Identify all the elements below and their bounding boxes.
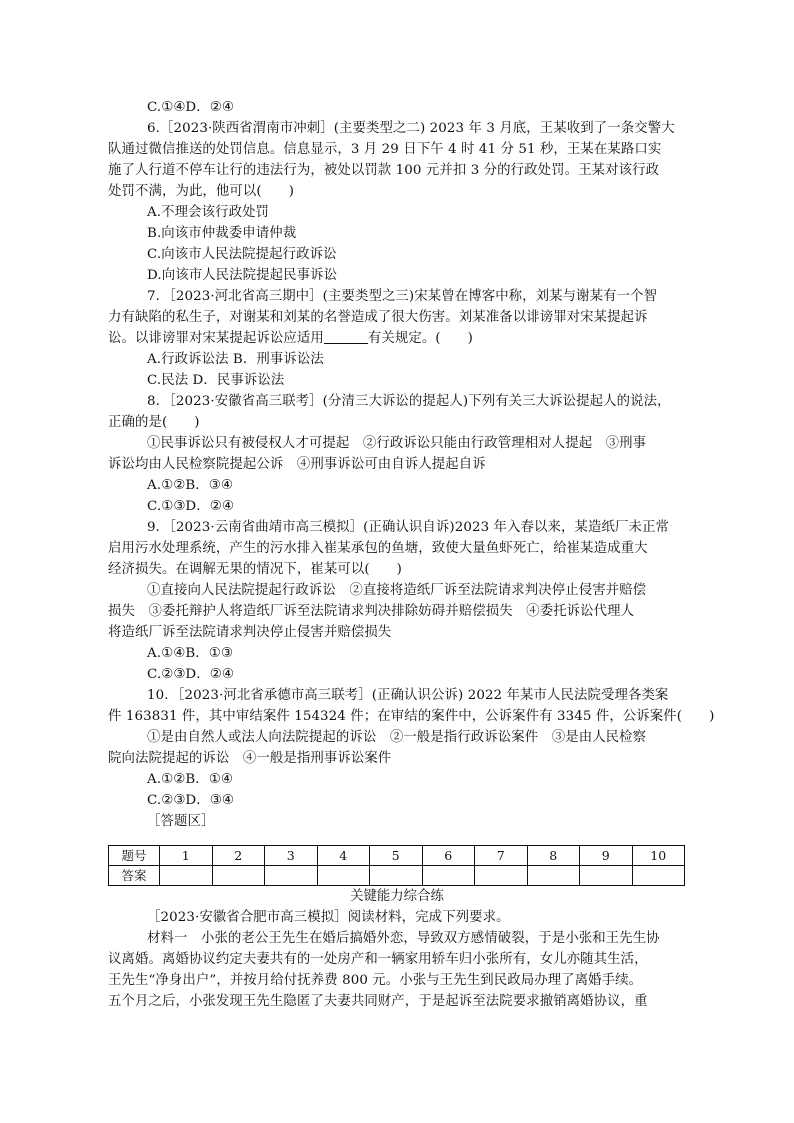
question-number-label: 题号 — [109, 846, 160, 866]
q8-statements-line-1: ①民事诉讼只有被侵权人才可提起 ②行政诉讼只能由行政管理相对人提起 ③刑事 — [147, 436, 647, 451]
answer-cell[interactable] — [475, 866, 528, 886]
q6-stem-line-3: 施了人行道不停车让行的违法行为，被处以罚款 100 元并扣 3 分的行政处罚。王某对该行政 — [108, 163, 660, 178]
q9-stem-line-2: 启用污水处理系统，产生的污水排入崔某承包的鱼塘，致使大量鱼虾死亡，给崔某造成重大 — [108, 541, 648, 556]
q6-option-a: A.不理会该行政处罚 — [147, 205, 270, 220]
material-1-line-4: 五个月之后，小张发现王先生隐匿了夫妻共同财产，于是起诉至法院要求撤销离婚协议，重 — [108, 994, 648, 1009]
question-number: 9 — [580, 846, 633, 866]
q7-options-ab: A.行政诉讼法 B．刑事诉讼法 — [147, 352, 324, 367]
q9-options-cd: C.②③D．②④ — [147, 667, 234, 682]
answer-table — [108, 845, 685, 886]
q9-statements-line-2: 损失 ③委托辩护人将造纸厂诉至法院请求判决排除妨碍并赔偿损失 ④委托诉讼代理人 — [108, 604, 635, 619]
answer-table-header-row — [109, 846, 685, 866]
q9-statements-line-1: ①直接向人民法院提起行政诉讼 ②直接将造纸厂诉至法院请求判决停止侵害并赔偿 — [147, 583, 647, 598]
question-number: 1 — [160, 846, 213, 866]
material-intro: ［2023·安徽省合肥市高三模拟］阅读材料，完成下列要求。 — [147, 910, 510, 925]
q10-options-ab: A.①②B．①④ — [147, 772, 233, 787]
question-number: 3 — [265, 846, 318, 866]
q8-stem-line-1: 8．［2023·安徽省高三联考］(分清三大诉讼的提起人)下列有关三大诉讼提起人的说法， — [147, 394, 671, 409]
answer-cell[interactable] — [370, 866, 423, 886]
q6-option-c: C.向该市人民法院提起行政诉讼 — [147, 247, 337, 262]
answer-area-label: ［答题区］ — [147, 814, 215, 829]
q8-options-cd: C.①③D．②④ — [147, 499, 234, 514]
answer-cell[interactable] — [632, 866, 685, 886]
q10-stem-line-1: 10．［2023·河北省承德市高三联考］(正确认识公诉) 2022 年某市人民法院受理各类案 — [147, 688, 669, 703]
q10-stem-line-2: 件 163831 件，其中审结案件 154324 件；在审结的案件中，公诉案件有 3345 件，公诉案件( ) — [108, 709, 715, 724]
answer-cell[interactable] — [422, 866, 475, 886]
q6-option-d: D.向该市人民法院提起民事诉讼 — [147, 268, 338, 283]
question-number: 2 — [212, 846, 265, 866]
answer-cell[interactable] — [527, 866, 580, 886]
section-title: 关键能力综合练 — [350, 889, 444, 904]
q7-stem-line-3 — [108, 328, 473, 349]
question-number: 5 — [370, 846, 423, 866]
q9-options-ab: A.①④B．①③ — [147, 646, 233, 661]
q5-options-cd: C.①④D．②④ — [147, 100, 234, 115]
material-1-line-2: 议离婚。离婚协议约定夫妻共有的一处房产和一辆家用轿车归小张所有，女儿亦随其生活， — [108, 952, 648, 967]
question-number: 8 — [527, 846, 580, 866]
q8-stem-line-2: 正确的是( ) — [108, 415, 200, 430]
q7-options-cd: C.民法 D．民事诉讼法 — [147, 373, 285, 388]
q7-stem-line-1: 7．［2023·河北省高三期中］(主要类型之三)宋某曾在博客中称，刘某与谢某有一个智 — [147, 289, 658, 304]
q10-options-cd: C.②③D．③④ — [147, 793, 234, 808]
answer-cell[interactable] — [160, 866, 213, 886]
answer-label: 答案 — [109, 866, 160, 886]
answer-cell[interactable] — [580, 866, 633, 886]
material-1-line-3: 王先生“净身出户”，并按月给付抚养费 800 元。小张与王先生到民政局办理了离婚手续。 — [108, 973, 643, 988]
q7-stem-text: 讼。以诽谤罪对宋某提起诉讼应适用 — [108, 331, 324, 346]
q7-stem-text-end: 有关规定。( ) — [367, 331, 473, 346]
q7-stem-line-2: 力有缺陷的私生子，对谢某和刘某的名誉造成了很大伤害。刘某准备以诽谤罪对宋某提起诉 — [108, 310, 648, 325]
question-number: 4 — [317, 846, 370, 866]
q8-statements-line-2: 诉讼均由人民检察院提起公诉 ④刑事诉讼可由自诉人提起自诉 — [108, 457, 486, 472]
q9-statements-line-3: 将造纸厂诉至法院请求判决停止侵害并赔偿损失 — [108, 625, 392, 640]
q8-options-ab: A.①②B．③④ — [147, 478, 233, 493]
answer-cell[interactable] — [317, 866, 370, 886]
question-number: 10 — [632, 846, 685, 866]
answer-cell[interactable] — [212, 866, 265, 886]
answer-cell[interactable] — [265, 866, 318, 886]
q10-statements-line-2: 院向法院提起的诉讼 ④一般是指刑事诉讼案件 — [108, 751, 392, 766]
fill-in-blank — [324, 329, 368, 344]
question-number: 7 — [475, 846, 528, 866]
q10-statements-line-1: ①是由自然人或法人向法院提起的诉讼 ②一般是指行政诉讼案件 ③是由人民检察 — [147, 730, 647, 745]
question-number: 6 — [422, 846, 475, 866]
q6-option-b: B.向该市仲裁委申请仲裁 — [147, 226, 297, 241]
q9-stem-line-1: 9．［2023·云南省曲靖市高三模拟］(正确认识自诉)2023 年入春以来，某造纸厂未正常 — [147, 520, 669, 535]
answer-table-answer-row — [109, 866, 685, 886]
material-1-line-1: 材料一 小张的老公王先生在婚后搞婚外恋，导致双方感情破裂，于是小张和王先生协 — [147, 931, 660, 946]
q6-stem-line-2: 队通过微信推送的处罚信息。信息显示，3 月 29 日下午 4 时 41 分 51 秒，王某在某路口实 — [108, 142, 662, 157]
q6-stem-line-4: 处罚不满，为此，他可以( ) — [108, 184, 295, 199]
q6-stem-line-1: 6.［2023·陕西省渭南市冲刺］(主要类型之二) 2023 年 3 月底，王某收到了一条交警大 — [147, 121, 675, 136]
q9-stem-line-3: 经济损失。在调解无果的情况下，崔某可以( ) — [108, 562, 402, 577]
